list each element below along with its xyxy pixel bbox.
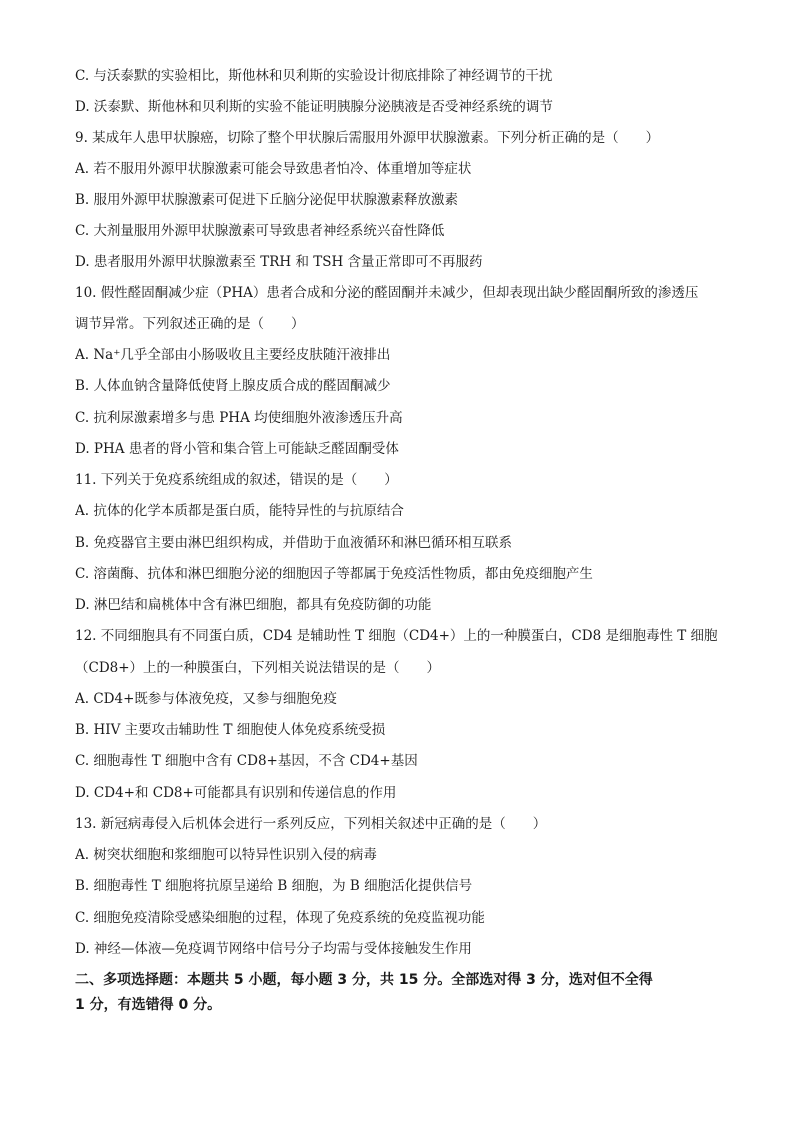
question-11-stem: 11. 下列关于免疫系统组成的叙述，错误的是（ ） xyxy=(75,472,398,488)
question-12-stem-line2: （CD8+）上的一种膜蛋白，下列相关说法错误的是（ ） xyxy=(75,660,441,676)
option-11c: C. 溶菌酶、抗体和淋巴细胞分泌的细胞因子等都属于免疫活性物质，都由免疫细胞产生 xyxy=(75,566,593,582)
option-9c: C. 大剂量服用外源甲状腺激素可导致患者神经系统兴奋性降低 xyxy=(75,223,445,239)
question-12-stem-line1: 12. 不同细胞具有不同蛋白质，CD4 是辅助性 T 细胞（CD4+）上的一种膜蛋白，CD8 是细胞毒性 T 细胞 xyxy=(75,628,718,644)
question-13-stem: 13. 新冠病毒侵入后机体会进行一系列反应，下列相关叙述中正确的是（ ） xyxy=(75,816,547,832)
option-9a: A. 若不服用外源甲状腺激素可能会导致患者怕冷、体重增加等症状 xyxy=(75,161,472,177)
question-10-stem-line2: 调节异常。下列叙述正确的是（ ） xyxy=(75,316,305,332)
option-10d: D. PHA 患者的肾小管和集合管上可能缺乏醛固酮受体 xyxy=(75,441,399,457)
option-11d: D. 淋巴结和扁桃体中含有淋巴细胞，都具有免疫防御的功能 xyxy=(75,597,432,613)
option-10b: B. 人体血钠含量降低使肾上腺皮质合成的醛固酮减少 xyxy=(75,378,391,394)
option-10c: C. 抗利尿激素增多与患 PHA 均使细胞外液渗透压升高 xyxy=(75,410,403,426)
option-11a: A. 抗体的化学本质都是蛋白质，能特异性的与抗原结合 xyxy=(75,503,404,519)
option-10a: A. Na⁺几乎全部由小肠吸收且主要经皮肤随汗液排出 xyxy=(75,347,391,363)
question-9-stem: 9. 某成年人患甲状腺癌，切除了整个甲状腺后需服用外源甲状腺激素。下列分析正确的是（ ） xyxy=(75,130,660,146)
option-8c: C. 与沃泰默的实验相比，斯他林和贝利斯的实验设计彻底排除了神经调节的干扰 xyxy=(75,68,553,84)
option-8d: D. 沃泰默、斯他林和贝利斯的实验不能证明胰腺分泌胰液是否受神经系统的调节 xyxy=(75,99,553,115)
option-12a: A. CD4+既参与体液免疫，又参与细胞免疫 xyxy=(75,691,337,707)
option-12d: D. CD4+和 CD8+可能都具有识别和传递信息的作用 xyxy=(75,785,397,801)
option-9b: B. 服用外源甲状腺激素可促进下丘脑分泌促甲状腺激素释放激素 xyxy=(75,192,459,208)
option-13a: A. 树突状细胞和浆细胞可以特异性识别入侵的病毒 xyxy=(75,847,377,863)
option-12b: B. HIV 主要攻击辅助性 T 细胞使人体免疫系统受损 xyxy=(75,722,386,738)
option-13b: B. 细胞毒性 T 细胞将抗原呈递给 B 细胞，为 B 细胞活化提供信号 xyxy=(75,878,473,894)
option-13c: C. 细胞免疫清除受感染细胞的过程，体现了免疫系统的免疫监视功能 xyxy=(75,910,485,926)
section-heading-line2: 1 分，有选错得 0 分。 xyxy=(75,997,222,1013)
option-11b: B. 免疫器官主要由淋巴组织构成，并借助于血液循环和淋巴循环相互联系 xyxy=(75,535,513,551)
option-12c: C. 细胞毒性 T 细胞中含有 CD8+基因，不含 CD4+基因 xyxy=(75,753,418,769)
section-heading-line1: 二、多项选择题：本题共 5 小题，每小题 3 分，共 15 分。全部选对得 3 分，选对但不全得 xyxy=(75,972,653,988)
option-13d: D. 神经—体液—免疫调节网络中信号分子均需与受体接触发生作用 xyxy=(75,941,472,957)
option-9d: D. 患者服用外源甲状腺激素至 TRH 和 TSH 含量正常即可不再服药 xyxy=(75,254,483,270)
question-10-stem-line1: 10. 假性醛固酮减少症（PHA）患者合成和分泌的醛固酮并未减少，但却表现出缺少醛固酮所致的渗透压 xyxy=(75,285,699,301)
